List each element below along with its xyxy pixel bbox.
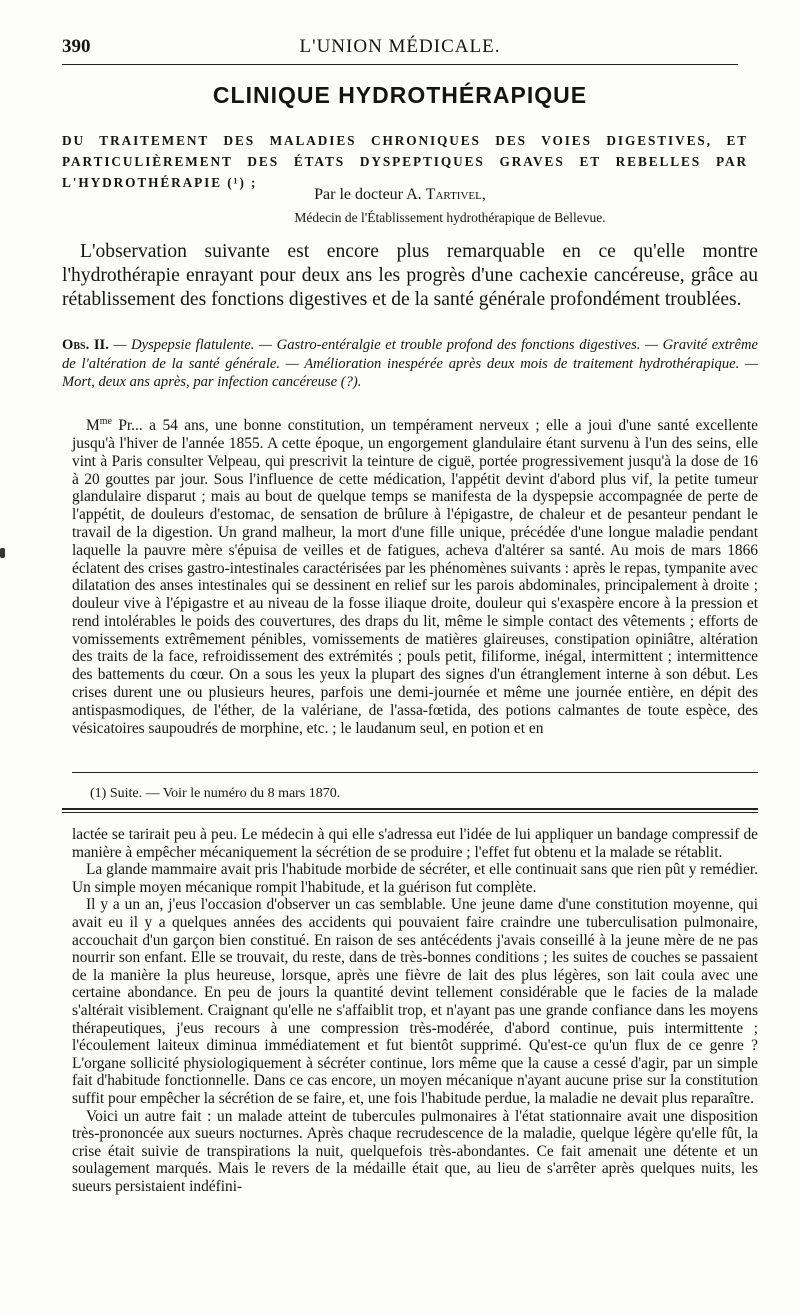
lower-column-text (72, 826, 758, 1195)
section-divider-thin (62, 812, 758, 813)
journal-title: L'UNION MÉDICALE. (299, 36, 501, 57)
observation-body: Pr... a 54 ans, une bonne constitution, un tempérament nerveux ; elle a joui d'une santé excellente jusqu'à l'hiver de l'année 1855. A cette époque, un engorgement glandulaire étant survenu à l'un des seins, elle vint à Paris consulter Velpeau, qui prescrivit la teinture de ciguë, portée progressivement jusqu'à la dose de 16 à 20 gouttes par jour. Sous l'influence de cette médication, l'appétit devint d'abord plus vif, la petite tumeur glandulaire disparut ; mais au bout de quelque temps se manifesta de la dyspepsie accompagnée de perte de l'appétit, de douleurs d'estomac, de sensation de brûlure à l'épigastre, de chaleur et de pesanteur pendant le travail de la digestion. Un grand malheur, la mort d'une fille unique, précédée d'une longue maladie pendant laquelle la pauvre mère s'épuisa de veilles et de fatigues, acheva d'altérer sa santé. Au mois de mars 1866 éclatent des crises gastro-intestinales caractérisées par les phénomènes suivants : après le repas, tympanite avec dilatation des anses intestinales qui se dessinent en relief sur les parois abdominales, principalement à droite ; douleur vive à l'épigastre et au niveau de la fosse iliaque droite, douleur qui s'exaspère encore à la pression et rend intolérables le poids des couvertures, des draps du lit, même le simple contact des vêtements ; efforts de vomissements extrêmement pénibles, vomissements de matières glaireuses, constipation opiniâtre, altération des traits de la face, refroidissement des extrémités ; pouls petit, filiforme, inégal, intermittent ; intermittence des battements du cœur. On a sous les yeux la plupart des signes d'un étranglement interne à son début. Les crises durent une ou plusieurs heures, parfois une demi-journée et même une journée entière, en dépit des antispasmodiques, de l'éther, de la valériane, de l'assa-fœtida, des potions calmantes de toute espèce, des vésicatoires saupoudrés de morphine, etc. ; le laudanum seul, en potion et en (72, 417, 758, 737)
paragraph: La glande mammaire avait pris l'habitude morbide de sécréter, et elle continuait sans que rien pût y remédier. Un simple moyen mécanique rompit l'habitude, et la guérison fut complète. (72, 861, 758, 896)
observation-heading (62, 336, 758, 392)
margin-mark (0, 548, 5, 558)
observation-text (72, 413, 758, 737)
section-divider (62, 808, 758, 810)
observation-label: Obs. II. (62, 337, 109, 353)
byline (62, 186, 738, 204)
paragraph: lactée se tarirait peu à peu. Le médecin à qui elle s'adressa eut l'idée de lui appliquer un bandage compressif de manière à empêcher mécaniquement la sécrétion de se produire ; l'effet fut obtenu et la malade se rétablit. (72, 826, 758, 861)
byline-prefix: Par le docteur A. (314, 186, 426, 203)
footnote: (1) Suite. — Voir le numéro du 8 mars 1870. (90, 786, 341, 801)
page-number: 390 (62, 36, 91, 57)
footnote-rule (72, 772, 758, 773)
author-name: Tartivel (425, 186, 482, 203)
observation-summary: — Dyspepsie flatulente. — Gastro-entéralgie et trouble profond des fonctions digestives. — Gravité extrême de l'altération de la santé générale. — Amélioration inespérée après deux mois de traitement hydrothérapique. — Mort, deux ans après, par infection cancéreuse (?). (62, 337, 758, 390)
intro-paragraph: L'observation suivante est encore plus remarquable en ce qu'elle montre l'hydrothérapie enrayant pour deux ans les progrès d'une cachexie cancéreuse, grâce au rétablissement des fonctions digestives et de la santé générale profondément troublées. (62, 241, 758, 310)
author-affiliation: Médecin de l'Établissement hydrothérapique de Bellevue. (294, 210, 606, 225)
paragraph: Il y a un an, j'eus l'occasion d'observer un cas semblable. Une jeune dame d'une constitution moyenne, qui avait eu il y a quelques années des accidents qui pouvaient faire craindre une tuberculisation pulmonaire, accouchait d'un garçon bien constitué. En raison de ses antécédents j'avais conseillé à la jeune mère de ne pas nourrir son enfant. Elle se trouvait, du reste, dans de très-bonnes conditions ; les suites de couches se passaient de la manière la plus heureuse, lorsque, après une fièvre de lait des plus légères, son lait coula avec une certaine abondance. En peu de jours la quantité devint tellement considérable que le facies de la malade s'altérait visiblement. Craignant qu'elle ne s'affaiblit trop, et n'ayant pas une grande confiance dans les moyens thérapeutiques, j'eus recours à une compression très-modérée, d'abord continue, puis intermittente ; l'écoulement laiteux diminua immédiatement et fut bientôt supprimé. Qu'est-ce qu'un flux de ce genre ? L'organe sollicité physiologiquement à sécréter continue, lors même que la cause a cessé d'agir, par un simple fait d'habitude fonctionnelle. Dans ce cas encore, un moyen mécanique n'ayant aucune prise sur la constitution suffit pour empêcher la sécrétion de se faire, et, une fois l'habitude perdue, la maladie ne devait plus reparaître. (72, 896, 758, 1107)
salutation: M (86, 417, 100, 435)
article-title: DU TRAITEMENT DES MALADIES CHRONIQUES DES VOIES DIGESTIVES, ET PARTICULIÈREMENT DES ÉTATS DYSPEPTIQUES GRAVES ET REBELLES PAR L'HYDROTHÉRAPIE (¹) ; (62, 133, 748, 190)
salutation-superscript: me (99, 416, 112, 427)
section-title: CLINIQUE HYDROTHÉRAPIQUE (212, 82, 588, 108)
byline-suffix: , (481, 186, 486, 203)
running-header (62, 36, 738, 58)
paragraph: Voici un autre fait : un malade atteint de tubercules pulmonaires à l'état stationnaire avait une disposition très-prononcée aux sueurs nocturnes. Après chaque recrudescence de la maladie, quelque légère qu'elle fût, la crise était suivie de transpirations la nuit, quelquefois très-abondantes. Ce fait amenait une détente et un soulagement marqués. Mais le revers de la médaille était que, au lieu de s'arrêter après quelques nuits, les sueurs persistaient indéfini- (72, 1107, 758, 1195)
header-rule (62, 64, 738, 65)
